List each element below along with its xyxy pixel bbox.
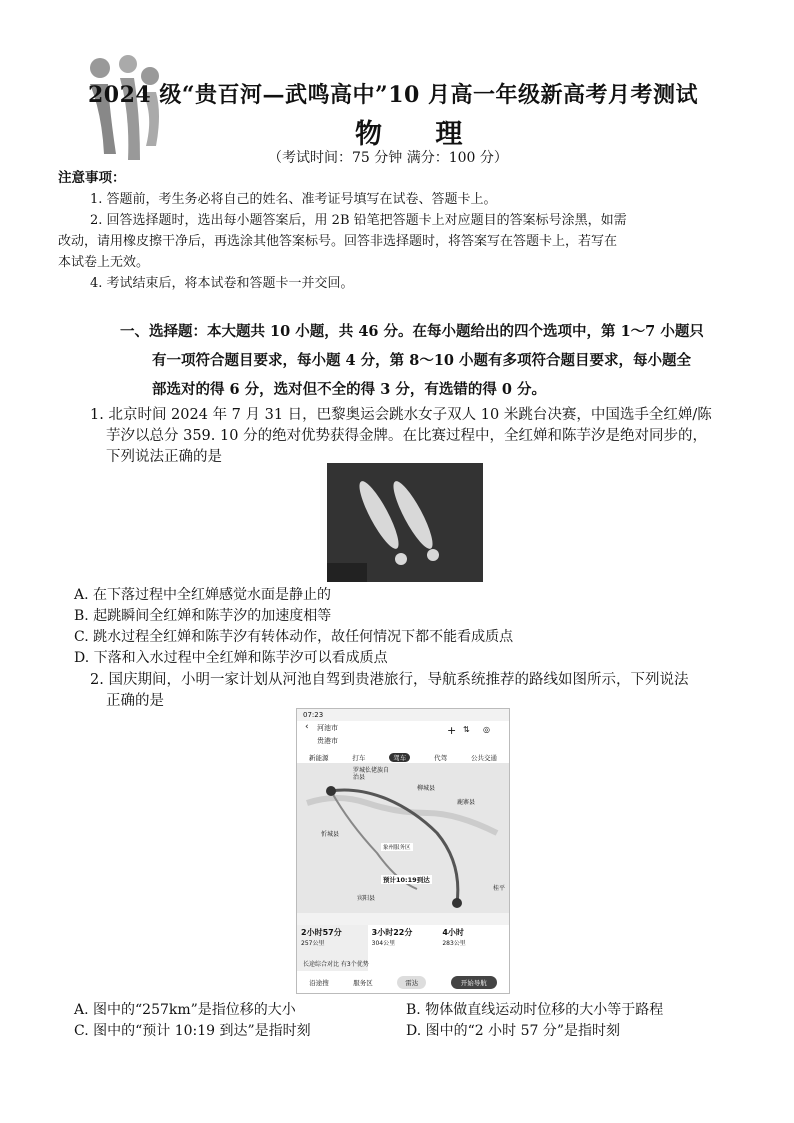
q2-option-b: B. 物体做直线运动时位移的大小等于路程 (406, 1002, 664, 1018)
map-place: 鹿寨县 (457, 799, 476, 806)
note-item: 本试卷上无效。 (58, 255, 150, 270)
q1-option-c: C. 跳水过程全红婵和陈芋汐有转体动作，故任何情况下都不能看成质点 (74, 629, 514, 645)
q2-stem: 正确的是 (106, 693, 164, 709)
route-option: 3小时22分 304公里 (371, 928, 413, 947)
back-icon: ‹ (305, 722, 309, 732)
service-area-button: 服务区 (353, 978, 373, 987)
section-heading (120, 317, 742, 404)
section-line: 有一项符合题目要求，每小题 4 分，第 8～10 小题有多项符合题目要求，每小题全 (152, 352, 692, 369)
radar-button: 雷达 (397, 976, 426, 989)
map-place: 柳城县 (417, 785, 436, 792)
q1-option-a: A. 在下落过程中全红婵感觉水面是静止的 (74, 587, 332, 603)
q1-stem: 下列说法正确的是 (106, 449, 222, 465)
q1-option-b: B. 起跳瞬间全红婵和陈芋汐的加速度相等 (74, 608, 332, 624)
add-stop-icon: + (447, 724, 457, 737)
tab-transit: 公共交通 (471, 753, 497, 762)
map-place: 宾阳县 (357, 895, 376, 902)
q2-option-a: A. 图中的“257km”是指位移的大小 (74, 1002, 296, 1018)
note-item: 改动，请用橡皮擦干净后，再选涂其他答案标号。回答非选择题时，将答案写在答题卡上，若写在 (58, 234, 618, 249)
tab-drive: 驾车 (389, 753, 410, 762)
q1-stem: 芋汐以总分 359. 10 分的绝对优势获得金牌。在比赛过程中，全红婵和陈芋汐是绝对同步的， (106, 428, 708, 444)
tab-taxi: 打车 (352, 753, 366, 762)
swap-icon: ⇅ (463, 725, 470, 734)
diving-photo (327, 463, 483, 582)
q1-option-d: D. 下落和入水过程中全红婵和陈芋汐可以看成质点 (74, 650, 388, 666)
note-item: 1. 答题前，考生务必将自己的姓名、准考证号填写在试卷、答题卡上。 (90, 192, 497, 207)
map-place: 罗城仫佬族自治县 (353, 767, 390, 781)
route-map (297, 763, 509, 913)
exam-info: （考试时间：75 分钟 满分：100 分） (268, 150, 508, 166)
school-logo (84, 54, 162, 166)
navigation-screenshot (296, 708, 510, 994)
map-place: 象州服务区 (383, 845, 411, 851)
voice-icon: ◎ (483, 725, 490, 734)
section-line: 一、选择题：本大题共 10 小题，共 46 分。在每小题给出的四个选项中，第 1～7 小题只 (120, 323, 704, 340)
subject-title: 物 理 (355, 119, 485, 150)
search-along-button: 沿途搜 (309, 978, 329, 987)
note-item: 4. 考试结束后，将本试卷和答题卡一并交回。 (90, 276, 354, 291)
q2-stem: 2. 国庆期间，小明一家计划从河池自驾到贵港旅行，导航系统推荐的路线如图所示，下列说法 (90, 672, 689, 688)
q2-option-d: D. 图中的“2 小时 57 分”是指时刻 (406, 1023, 621, 1039)
q1-stem: 1. 北京时间 2024 年 7 月 31 日，巴黎奥运会跳水女子双人 10 米跳台决赛，中国选手全红婵/陈 (90, 407, 712, 423)
exam-title: 2024 级“贵百河—武鸣高中”10 月高一年级新高考月考测试 (88, 82, 698, 108)
map-place: 忻城县 (321, 831, 340, 838)
notes-title: 注意事项： (58, 170, 126, 186)
tab-new-energy: 新能源 (308, 753, 329, 762)
status-time: 07:23 (303, 711, 324, 719)
section-line: 部选对的得 6 分，选对但不全的得 3 分，有选错的得 0 分。 (152, 381, 547, 398)
compare-banner: 长途综合对比 有3个优势 (303, 961, 369, 968)
destination-field: 贵港市 (317, 737, 338, 745)
note-item: 2. 回答选择题时，选出每小题答案后，用 2B 铅笔把答题卡上对应题目的答案标号涂黑，如需 (90, 213, 627, 228)
origin-field: 河池市 (317, 724, 338, 732)
start-nav-button: 开始导航 (451, 976, 497, 989)
q2-option-c: C. 图中的“预计 10:19 到达”是指时刻 (74, 1023, 311, 1039)
route-option: 4小时 283公里 (442, 928, 466, 947)
eta-label: 预计10:19到达 (383, 876, 430, 884)
route-option: 2小时57分 257公里 (297, 925, 368, 971)
map-place: 桂平 (493, 885, 506, 892)
tab-chauffeur: 代驾 (434, 753, 448, 762)
